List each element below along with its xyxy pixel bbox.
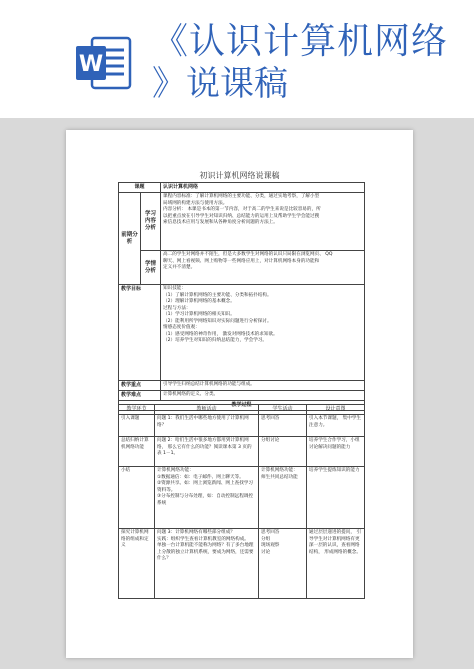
topic-value: 认识计算机网络 bbox=[161, 183, 365, 193]
process-header-student: 学生活动 bbox=[259, 405, 307, 415]
lesson-info-table bbox=[118, 182, 365, 411]
goal-label: 教学目标 bbox=[119, 285, 161, 381]
page-title-continued: 》说课稿 bbox=[152, 64, 288, 104]
svg-text:W: W bbox=[78, 52, 104, 77]
table-row: 小结 计算机网络功能： ①数据通信：如：电子邮件、网上聊天等。 ②资源共享。如：网上浏览新闻、网上查找学习资料等。 ③分布控制与分布处理，如：自动控制远程调控系统 计算机网络功能： 师生共同总结功能 培养学生提炼知识的能力 bbox=[119, 467, 365, 529]
table-row: 引入课题 问题 1：我们生活中哪些地方使用了计算机网络？ 思考回答 引入本节课题， 集中学生注意力。 bbox=[119, 415, 365, 437]
document-page[interactable] bbox=[66, 130, 413, 658]
process-label: 教学过程 bbox=[119, 401, 365, 411]
content-analysis-label: 学习内容分析 bbox=[141, 193, 161, 251]
process-header-stage: 教学环节 bbox=[119, 405, 155, 415]
header bbox=[0, 0, 474, 118]
key-point-label: 教学重点 bbox=[119, 381, 161, 391]
document-title: 初识计算机网络说课稿 bbox=[199, 171, 280, 180]
goal-list: 知识技能： （1）了解计算机网络的主要功能、分类和拓扑结构。 （2）理解计算机网络的基本概念。 过程与方法： （1）学习计算机网络的相关知识。 （2）能利用所学网络知识对实际问题进行分析探讨。 情感态度价值观： （1）感受网络的神奇作用， 激发对网络技术的求知欲。 （2）培养学生对知识的归纳总结能力，学会学习。 bbox=[161, 285, 365, 381]
table-row: 总结归纳计算机网络功能 问题 2：哈们生活中很多地方都用到计算机网络， 那么它有什么的功能？阅读课本第 3 页的表 1－1。 分组讨论 培养学生合作学习，小组讨论解决问题的能力 bbox=[119, 437, 365, 467]
page-title: 《认识计算机网络 bbox=[152, 21, 449, 62]
content-analysis-text: 课程内容标准：了解计算机网络的主要功能、分类，通过实地考察，了解小型 局域网的构建方法与使用方法。 内容分析： 本课是书本的第一节内容，对于高二的学生来说是比较容易的，所 以把重点放在引导学生对知识归纳、总结能力的运用上及帮助学生学会能过搜 索信息技术应用与发展和从各种角度分析问题的方法上。 bbox=[161, 193, 365, 251]
pre-analysis-label: 前期分析 bbox=[119, 193, 141, 285]
process-header-intent: 设计意图 bbox=[307, 405, 365, 415]
difficulty-value: 计算机网络的定义、分类。 bbox=[161, 391, 365, 401]
key-point-value: 引导学生归纳总结计算机网络的功能与组成。 bbox=[161, 381, 365, 391]
learner-analysis-text: 高二的学生对网络并不陌生，但是大多数学生对网络的认识只局限在浏览网页、 QQ 聊天、网上看视频、网上购物等一些网络应用上，对计算机网络本身的功能和 定义并不清楚。 bbox=[161, 251, 365, 285]
topic-label: 课题 bbox=[119, 183, 161, 193]
learner-analysis-label: 学情分析 bbox=[141, 251, 161, 285]
table-row: 探究计算机网络的组成和定义 问题 3：计算机网络有哪些部分组成？ 实践：组织学生查看计算机教室的网络构成。 单独一台计算机能不能称为网络？有了多台地理上分散的独立计算机系统，要成为网络，还需要什么？ 思考回答 分组 现场观察 讨论 通过层层递进的提问， 引导学生对计算机网络有更深一层的认识，查看网络结构， 形成网络的概念。 bbox=[119, 529, 365, 599]
difficulty-label: 教学难点 bbox=[119, 391, 161, 401]
process-header-teacher: 教师活动 bbox=[155, 405, 259, 415]
process-table bbox=[118, 404, 365, 599]
word-icon bbox=[74, 34, 132, 92]
